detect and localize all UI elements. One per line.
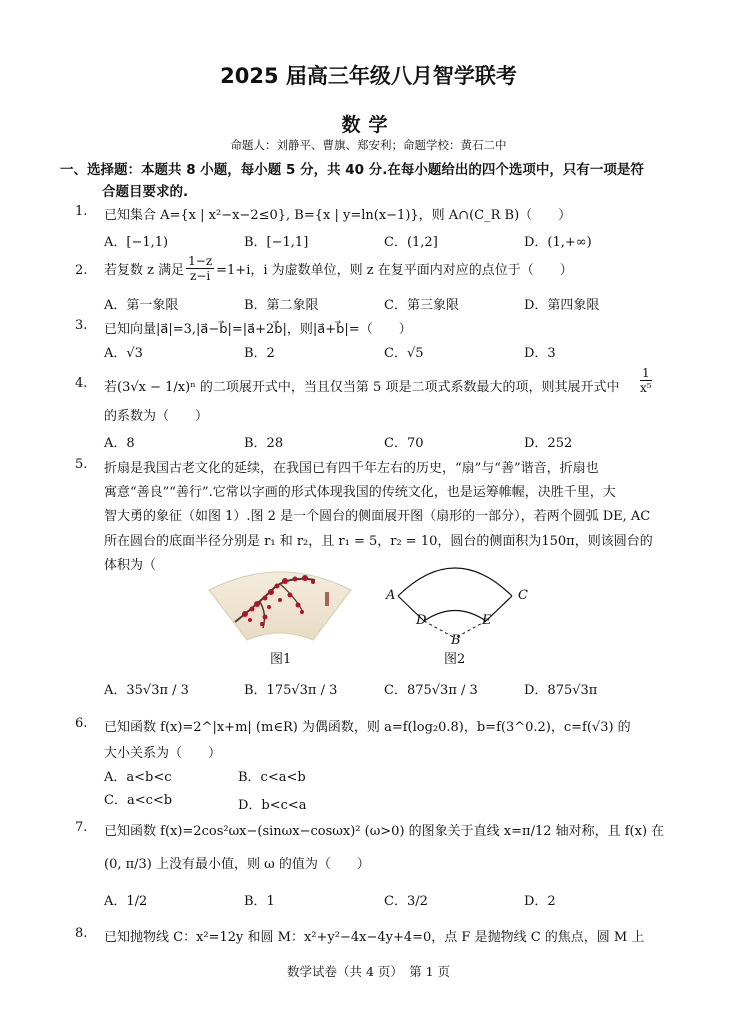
- option-a: A．[−1,1): [104, 235, 169, 250]
- question-stem-line1: 已知函数 f(x)=2^|x+m| (m∈R) 为偶函数，则 a=f(log₂0.8)，b=f(3^0.2)，c=f(√3) 的: [104, 720, 631, 735]
- figure1-caption: 图1: [270, 652, 292, 667]
- question-number: 1.: [75, 204, 88, 219]
- fraction-numerator: 1−z: [188, 254, 213, 268]
- question-number: 2.: [75, 263, 88, 278]
- option-b: B．175√3π / 3: [244, 683, 338, 698]
- question-number: 8.: [75, 926, 88, 941]
- option-b: B．c<a<b: [238, 770, 306, 785]
- point-a-label: A: [386, 588, 396, 603]
- question-stem-line1: 已知函数 f(x)=2cos²ωx−(sinωx−cosωx)² (ω>0) 的图象关于直线 x=π/12 轴对称，且 f(x) 在: [104, 824, 665, 839]
- option-c: C．√5: [384, 346, 424, 361]
- option-d: D．b<c<a: [238, 798, 307, 813]
- question-number: 3.: [75, 318, 88, 333]
- fan-painting-figure: [205, 562, 355, 644]
- option-d: D．252: [524, 436, 573, 451]
- option-b: B．[−1,1]: [244, 235, 309, 250]
- option-c: C．3/2: [384, 894, 428, 909]
- option-a: A．a<b<c: [104, 770, 172, 785]
- option-d: D．2: [524, 894, 556, 909]
- subject-title: 数学: [341, 114, 396, 136]
- option-d: D．第四象限: [524, 298, 600, 313]
- point-c-label: C: [518, 588, 528, 603]
- question-number: 4.: [75, 376, 88, 391]
- option-b: B．2: [244, 346, 275, 361]
- stem-after: =1+i，i 为虚数单位，则 z 在复平面内对应的点位于（ ）: [216, 263, 573, 278]
- option-a: A．8: [104, 436, 135, 451]
- option-c: C．(1,2]: [384, 235, 438, 250]
- fraction-denominator: x⁵: [640, 381, 652, 395]
- question-number: 6.: [75, 716, 88, 731]
- question-stem-line5: 体积为（: [104, 558, 157, 573]
- fraction: [638, 366, 654, 395]
- question-stem-line2: 的系数为（ ）: [104, 409, 209, 424]
- option-c: C．875√3π / 3: [384, 683, 478, 698]
- question-stem: 已知抛物线 C：x²=12y 和圆 M：x²+y²−4x−4y+4=0，点 F 是抛物线 C 的焦点，圆 M 上: [104, 930, 645, 945]
- fraction-denominator: z−i: [190, 269, 211, 283]
- section-heading: 一、选择题：本题共 8 小题，每小题 5 分，共 40 分.在每小题给出的四个选项中，只有一项是符: [60, 162, 644, 178]
- question-stem: 已知集合 A={x | x²−x−2≤0}, B={x | y=ln(x−1)}，则 A∩(C_R B)（ ）: [104, 208, 572, 223]
- question-stem-line2: 寓意“善良”“善行”.它常以字画的形式体现我国的传统文化，也是运筹帷幄，决胜千里，大: [104, 485, 616, 500]
- fraction: [186, 254, 214, 283]
- exam-title: 2025 届高三年级八月智学联考: [220, 64, 517, 88]
- option-b: B．28: [244, 436, 284, 451]
- option-a: A．√3: [104, 346, 143, 361]
- option-c: C．第三象限: [384, 298, 459, 313]
- figure2-caption: 图2: [444, 652, 466, 667]
- option-c: C．70: [384, 436, 424, 451]
- question-number: 5.: [75, 457, 88, 472]
- option-d: D．3: [524, 346, 556, 361]
- option-a: A．第一象限: [104, 298, 179, 313]
- fraction-numerator: 1: [642, 366, 650, 380]
- question-stem: [104, 254, 573, 283]
- option-d: D．875√3π: [524, 683, 598, 698]
- question-stem-line3: 智大勇的象征（如图 1）.图 2 是一个圆台的侧面展开图（扇形的一部分），若两个圆弧 DE, AC: [104, 509, 651, 524]
- point-e-label: E: [482, 613, 492, 628]
- authors-line: 命题人：刘静平、曹旗、郑安利；命题学校：黄石二中: [230, 138, 507, 152]
- option-b: B．1: [244, 894, 275, 909]
- question-stem-line2: (0, π/3) 上没有最小值，则 ω 的值为（ ）: [104, 857, 370, 872]
- question-number: 7.: [75, 820, 88, 835]
- option-c: C．a<c<b: [104, 793, 173, 808]
- question-stem: 已知向量|a⃗|=3,|a⃗−b⃗|=|a⃗+2b⃗|，则|a⃗+b⃗|=（ ）: [104, 322, 412, 337]
- question-stem-line1: 若(3√x − 1/x)ⁿ 的二项展开式中，当且仅当第 5 项是二项式系数最大的项，则其展开式中: [104, 380, 620, 395]
- page-footer: 数学试卷（共 4 页） 第 1 页: [286, 964, 451, 979]
- option-a: A．35√3π / 3: [104, 683, 189, 698]
- stem-before: 若复数 z 满足: [104, 263, 185, 278]
- question-stem-line4: 所在圆台的底面半径分别是 r₁ 和 r₂，且 r₁ = 5，r₂ = 10，圆台的侧面积为150π，则该圆台的: [104, 534, 653, 549]
- section-heading-cont: 合题目要求的.: [102, 184, 189, 200]
- point-d-label: D: [416, 613, 427, 628]
- question-stem-line1: 折扇是我国古老文化的延续，在我国已有四千年左右的历史，“扇”与“善”谐音，折扇也: [104, 461, 599, 476]
- question-stem-line2: 大小关系为（ ）: [104, 746, 222, 761]
- option-d: D．(1,+∞): [524, 235, 592, 250]
- option-b: B．第二象限: [244, 298, 319, 313]
- option-a: A．1/2: [104, 894, 148, 909]
- point-b-label: B: [451, 633, 461, 648]
